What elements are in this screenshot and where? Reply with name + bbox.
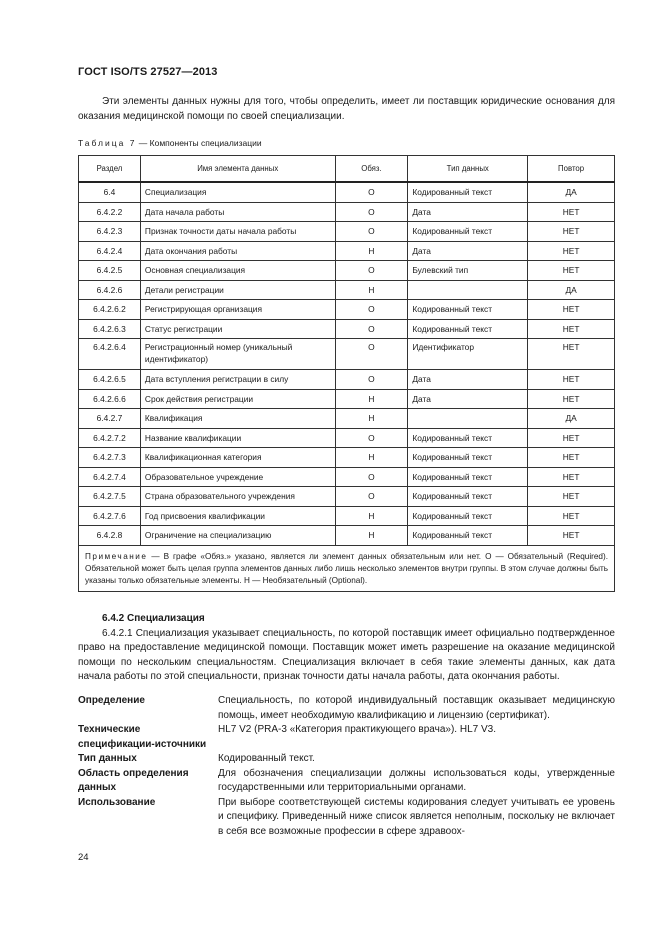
repeat-cell: НЕТ: [528, 428, 615, 448]
table-row: [79, 389, 615, 409]
element-name-cell: Дата начала работы: [140, 202, 335, 222]
repeat-cell: НЕТ: [528, 222, 615, 242]
obligation-cell: Н: [335, 241, 408, 261]
column-header: Раздел: [79, 156, 141, 183]
section-cell: 6.4.2.7.4: [79, 467, 141, 487]
data-type-cell: Кодированный текст: [408, 319, 528, 339]
obligation-cell: О: [335, 202, 408, 222]
section-title: 6.4.2 Специализация: [102, 613, 205, 624]
table-row: [79, 300, 615, 320]
table-header-row: [79, 156, 615, 183]
definition-term: Использование: [78, 796, 156, 808]
table-note-row: [79, 545, 615, 591]
intro-paragraph: Эти элементы данных нужны для того, чтобы определить, имеет ли поставщик юридические основания для оказания медицинской помощи по своей специализации.: [78, 96, 615, 122]
table-row: [79, 319, 615, 339]
data-type-cell: Кодированный текст: [408, 526, 528, 546]
page-number: 24: [78, 852, 89, 863]
data-type-cell: Идентификатор: [408, 339, 528, 370]
obligation-cell: О: [335, 319, 408, 339]
definition-row: [78, 723, 615, 752]
table-row: [79, 487, 615, 507]
element-name-cell: Срок действия регистрации: [140, 389, 335, 409]
section-cell: 6.4.2.8: [79, 526, 141, 546]
section-paragraph: 6.4.2.1 Специализация указывает специальность, по которой поставщик имеет официально подтвержденное право на предоставление медицинской помощи. Поставщик может иметь разрешение на оказание медицинской помощи по нескольким специальностям. Специализация включает в себя такие элементы данных, как дата начала работы по этой специальности, признак точности даты начала работы, дата окончания работы.: [78, 627, 615, 682]
data-type-cell: [408, 280, 528, 300]
table-row: [79, 409, 615, 429]
obligation-cell: Н: [335, 526, 408, 546]
element-name-cell: Регистрационный номер (уникальный идентификатор): [140, 339, 335, 370]
repeat-cell: НЕТ: [528, 506, 615, 526]
data-type-cell: Кодированный текст: [408, 300, 528, 320]
table-note: [79, 545, 615, 591]
obligation-cell: О: [335, 467, 408, 487]
table-row: [79, 261, 615, 281]
table-caption: [78, 138, 262, 148]
definition-row: [78, 694, 615, 723]
obligation-cell: О: [335, 339, 408, 370]
obligation-cell: Н: [335, 448, 408, 468]
table-row: [79, 222, 615, 242]
table-row: [79, 526, 615, 546]
section-6-4-2: [78, 612, 615, 685]
column-header: Повтор: [528, 156, 615, 183]
document-header: ГОСТ ISO/TS 27527—2013: [78, 66, 218, 78]
element-name-cell: Основная специализация: [140, 261, 335, 281]
section-cell: 6.4.2.6.2: [79, 300, 141, 320]
section-cell: 6.4.2.4: [79, 241, 141, 261]
table-row: [79, 448, 615, 468]
definition-description: Кодированный текст.: [218, 753, 315, 764]
section-cell: 6.4.2.3: [79, 222, 141, 242]
table-row: [79, 428, 615, 448]
obligation-cell: Н: [335, 280, 408, 300]
definition-row: [78, 767, 615, 796]
repeat-cell: НЕТ: [528, 389, 615, 409]
data-type-cell: Дата: [408, 370, 528, 390]
obligation-cell: О: [335, 428, 408, 448]
data-type-cell: Дата: [408, 389, 528, 409]
data-type-cell: Кодированный текст: [408, 222, 528, 242]
element-name-cell: Дата окончания работы: [140, 241, 335, 261]
element-name-cell: Квалификация: [140, 409, 335, 429]
definition-term: Тип данных: [78, 753, 137, 764]
data-type-cell: Кодированный текст: [408, 487, 528, 507]
section-cell: 6.4.2.7.3: [79, 448, 141, 468]
section-cell: 6.4.2.6.3: [79, 319, 141, 339]
definition-description: Специальность, по которой индивидуальный поставщик оказывает медицинскую помощь, имеет необходимую квалификацию и лицензию (сертификат).: [218, 695, 615, 721]
obligation-cell: О: [335, 487, 408, 507]
obligation-cell: О: [335, 261, 408, 281]
data-type-cell: Булевский тип: [408, 261, 528, 281]
column-header: Имя элемента данных: [140, 156, 335, 183]
repeat-cell: ДА: [528, 409, 615, 429]
element-name-cell: Год присвоения квалификации: [140, 506, 335, 526]
section-cell: 6.4.2.6.5: [79, 370, 141, 390]
obligation-cell: Н: [335, 389, 408, 409]
note-label: Примечание: [85, 551, 148, 561]
definition-row: [78, 752, 615, 767]
obligation-cell: Н: [335, 506, 408, 526]
table-row: [79, 339, 615, 370]
components-table: [78, 155, 615, 592]
definition-term: Область определения данных: [78, 767, 189, 793]
table-row: [79, 202, 615, 222]
section-cell: 6.4.2.7.5: [79, 487, 141, 507]
repeat-cell: НЕТ: [528, 241, 615, 261]
data-type-cell: Кодированный текст: [408, 467, 528, 487]
section-cell: 6.4.2.2: [79, 202, 141, 222]
element-name-cell: Ограничение на специализацию: [140, 526, 335, 546]
section-cell: 6.4.2.6.6: [79, 389, 141, 409]
table-row: [79, 467, 615, 487]
table-row: [79, 280, 615, 300]
element-name-cell: Дата вступления регистрации в силу: [140, 370, 335, 390]
repeat-cell: НЕТ: [528, 202, 615, 222]
section-cell: 6.4.2.6.4: [79, 339, 141, 370]
table-row: [79, 370, 615, 390]
data-type-cell: Кодированный текст: [408, 448, 528, 468]
repeat-cell: НЕТ: [528, 370, 615, 390]
element-name-cell: Название квалификации: [140, 428, 335, 448]
definitions-list: [78, 694, 615, 839]
obligation-cell: О: [335, 370, 408, 390]
obligation-cell: Н: [335, 409, 408, 429]
element-name-cell: Детали регистрации: [140, 280, 335, 300]
definition-term: Технические спецификации-источники: [78, 724, 207, 750]
repeat-cell: ДА: [528, 182, 615, 202]
definition-row: [78, 796, 615, 840]
repeat-cell: НЕТ: [528, 526, 615, 546]
section-cell: 6.4.2.6: [79, 280, 141, 300]
data-type-cell: [408, 409, 528, 429]
element-name-cell: Специализация: [140, 182, 335, 202]
repeat-cell: НЕТ: [528, 467, 615, 487]
table-caption-title: — Компоненты специализации: [136, 138, 262, 148]
repeat-cell: НЕТ: [528, 448, 615, 468]
note-text: — В графе «Обяз.» указано, является ли элемент данных обязательным или нет. О — Обязательный (Required). Обязательной может быть целая группа элементов данных либо лишь несколько элементов внутри группы. В этом случае должны быть указаны только обязательные элементы. Н — Необязательный (Optional).: [85, 551, 608, 585]
obligation-cell: О: [335, 222, 408, 242]
repeat-cell: НЕТ: [528, 487, 615, 507]
element-name-cell: Квалификационная категория: [140, 448, 335, 468]
element-name-cell: Образовательное учреждение: [140, 467, 335, 487]
data-type-cell: Дата: [408, 241, 528, 261]
element-name-cell: Страна образовательного учреждения: [140, 487, 335, 507]
table-row: [79, 182, 615, 202]
definition-term: Определение: [78, 695, 145, 706]
repeat-cell: НЕТ: [528, 319, 615, 339]
data-type-cell: Дата: [408, 202, 528, 222]
table-caption-number: Таблица 7: [78, 138, 137, 148]
section-cell: 6.4.2.5: [79, 261, 141, 281]
repeat-cell: НЕТ: [528, 339, 615, 370]
repeat-cell: НЕТ: [528, 300, 615, 320]
section-cell: 6.4.2.7.2: [79, 428, 141, 448]
section-cell: 6.4.2.7.6: [79, 506, 141, 526]
definition-description: При выборе соответствующей системы кодирования следует учитывать ее уровень и специфику. Приведенный ниже список является неполным, поскольку не включает в себя все возможные профессии в сфере здравоох-: [218, 796, 615, 837]
element-name-cell: Статус регистрации: [140, 319, 335, 339]
section-cell: 6.4.2.7: [79, 409, 141, 429]
table-row: [79, 241, 615, 261]
obligation-cell: О: [335, 182, 408, 202]
table-row: [79, 506, 615, 526]
element-name-cell: Признак точности даты начала работы: [140, 222, 335, 242]
definition-description: HL7 V2 (PRA-3 «Категория практикующего врача»). HL7 V3.: [218, 724, 496, 735]
repeat-cell: ДА: [528, 280, 615, 300]
data-type-cell: Кодированный текст: [408, 182, 528, 202]
data-type-cell: Кодированный текст: [408, 428, 528, 448]
column-header: Обяз.: [335, 156, 408, 183]
column-header: Тип данных: [408, 156, 528, 183]
section-cell: 6.4: [79, 182, 141, 202]
data-type-cell: Кодированный текст: [408, 506, 528, 526]
definition-description: Для обозначения специализации должны использоваться коды, утвержденные государственными или территориальными органами.: [218, 767, 615, 793]
repeat-cell: НЕТ: [528, 261, 615, 281]
obligation-cell: О: [335, 300, 408, 320]
element-name-cell: Регистрирующая организация: [140, 300, 335, 320]
